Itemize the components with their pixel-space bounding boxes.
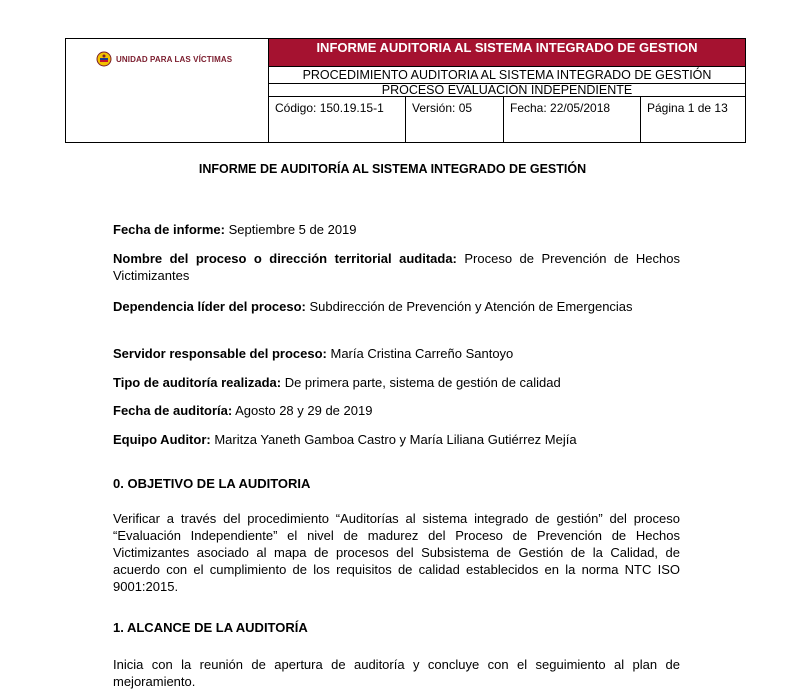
field-audit-type — [113, 374, 680, 391]
logo-text: UNIDAD PARA LAS VÍCTIMAS — [116, 54, 233, 64]
process-name: PROCESO EVALUACIÓN INDEPENDIENTE — [269, 84, 745, 97]
unidad-victimas-logo — [96, 51, 232, 67]
coat-of-arms-icon — [96, 51, 112, 67]
field-value: Septiembre 5 de 2019 — [228, 222, 357, 237]
procedure-name: PROCEDIMIENTO AUDITORIA AL SISTEMA INTEGRADO DE GESTIÓN — [269, 67, 745, 84]
section-objective-heading: 0. OBJETIVO DE LA AUDITORIA — [113, 476, 311, 491]
document-date: Fecha: 22/05/2018 — [504, 97, 641, 142]
field-responsible-officer — [113, 345, 680, 362]
document-header — [65, 38, 746, 143]
field-label: Tipo de auditoría realizada: — [113, 375, 282, 390]
field-audit-team — [113, 431, 680, 448]
field-report-date — [113, 221, 680, 238]
field-label: Nombre del proceso o dirección territorial auditada: — [113, 251, 457, 266]
field-process-name — [113, 250, 680, 284]
document-code: Código: 150.19.15-1 — [269, 97, 406, 142]
section-objective-text: Verificar a través del procedimiento “Auditorías al sistema integrado de gestión” del proceso “Evaluación Independiente” el nivel de madurez del Proceso de Prevención de Hechos Victimizantes asociado al mapa de procesos del Subsistema de Gestión de la Calidad, de acuerdo con el cumplimiento de los requisitos de calidad establecidos en la norma NTC ISO 9001:2015. — [113, 511, 680, 594]
document-version: Versión: 05 — [406, 97, 504, 142]
field-value: Proceso de Prevención de Hechos Victimizantes — [113, 251, 680, 283]
field-value: De primera parte, sistema de gestión de calidad — [284, 375, 561, 390]
logo-cell — [66, 39, 269, 142]
field-label: Servidor responsable del proceso: — [113, 346, 327, 361]
field-value: Agosto 28 y 29 de 2019 — [235, 403, 373, 418]
page-number: Página 1 de 13 — [647, 101, 728, 115]
field-label: Dependencia líder del proceso: — [113, 299, 306, 314]
section-scope-heading: 1. ALCANCE DE LA AUDITORÍA — [113, 620, 308, 635]
field-label: Fecha de informe: — [113, 222, 225, 237]
document-title: INFORME DE AUDITORÍA AL SISTEMA INTEGRADO DE GESTIÓN — [198, 162, 587, 176]
field-value: Subdirección de Prevención y Atención de Emergencias — [309, 299, 633, 314]
field-value: María Cristina Carreño Santoyo — [330, 346, 514, 361]
field-lead-department — [113, 298, 680, 315]
section-scope-text: Inicia con la reunión de apertura de auditoría y concluye con el seguimiento al plan de mejoramiento. — [113, 657, 680, 689]
field-label: Equipo Auditor: — [113, 432, 211, 447]
field-audit-date — [113, 402, 680, 419]
report-title-bar: INFORME AUDITORIA AL SISTEMA INTEGRADO DE GESTION — [269, 39, 745, 67]
field-label: Fecha de auditoría: — [113, 403, 233, 418]
field-value: Maritza Yaneth Gamboa Castro y María Liliana Gutiérrez Mejía — [214, 432, 577, 447]
